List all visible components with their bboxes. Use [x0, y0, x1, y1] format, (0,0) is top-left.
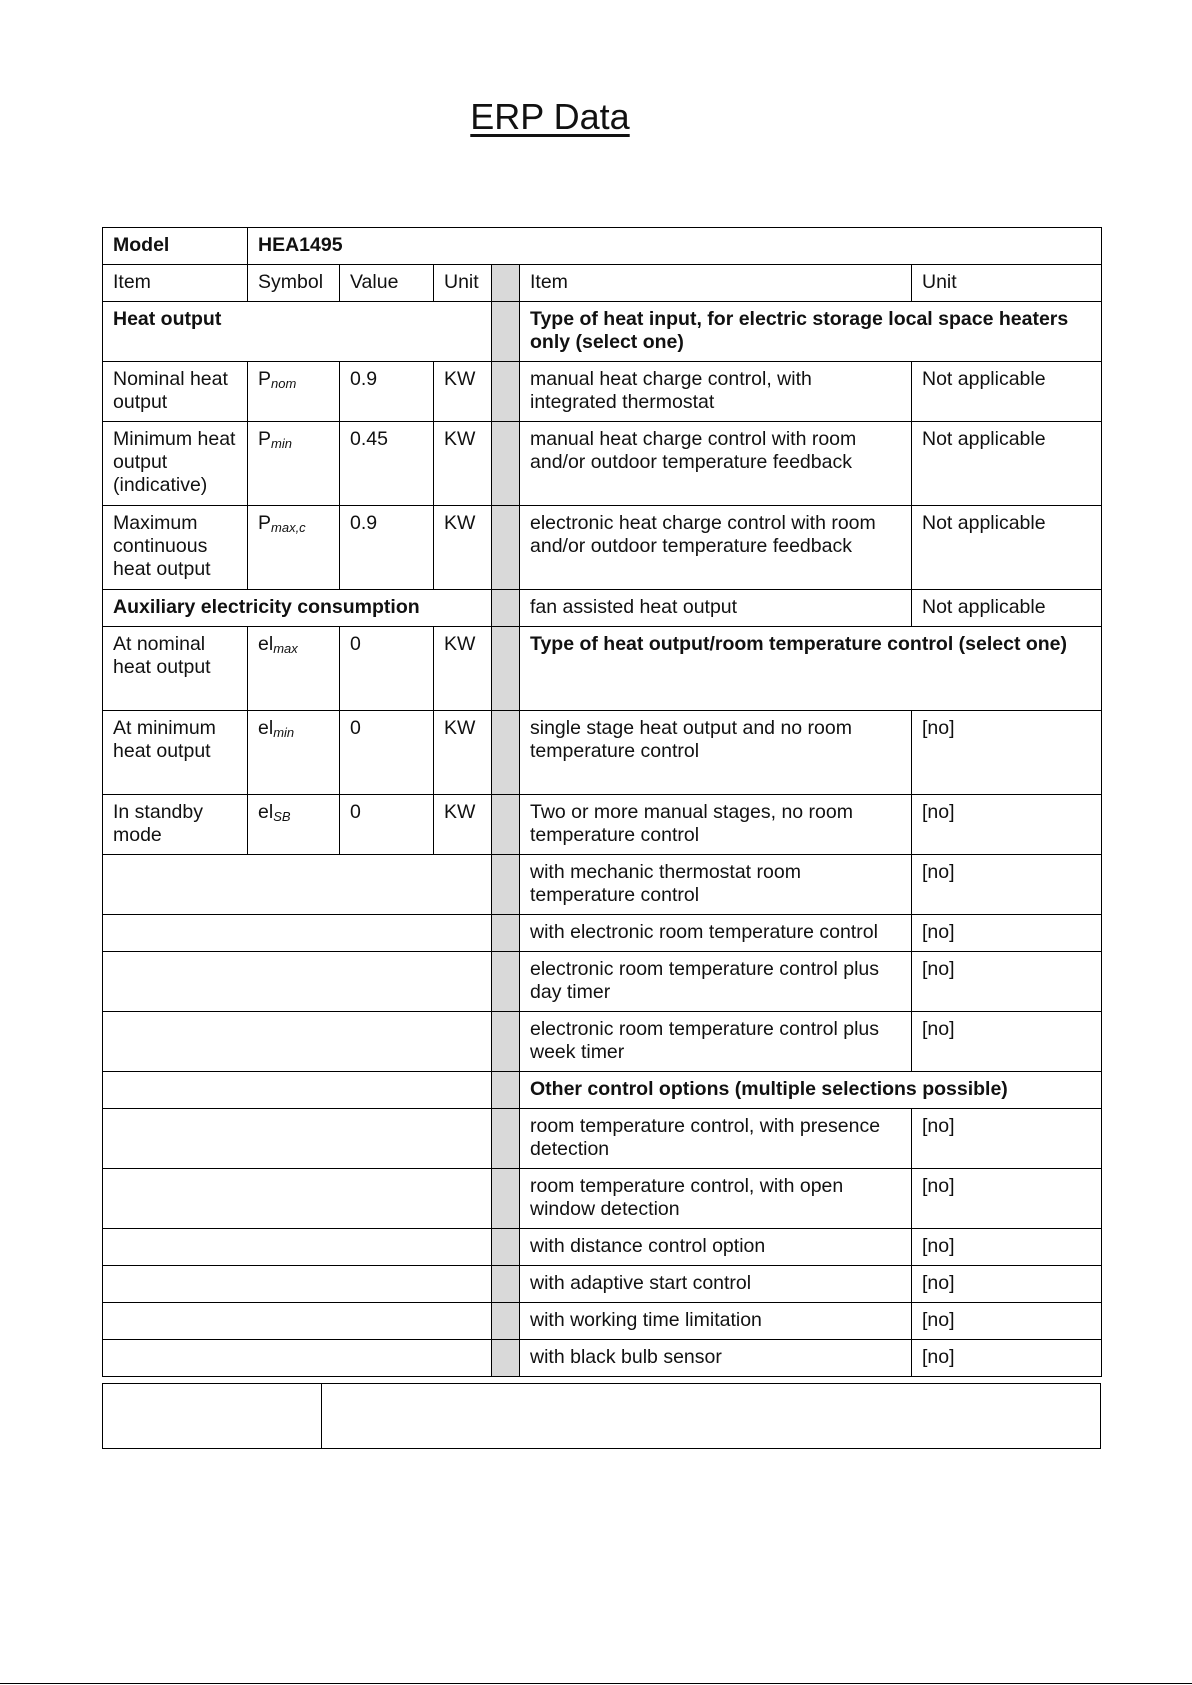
left-item: Minimum heat output (indicative): [103, 422, 248, 506]
left-value: 0.9: [340, 506, 434, 590]
empty-left-cell: [103, 855, 492, 915]
left-unit: KW: [434, 711, 492, 795]
table-row: [103, 362, 1102, 422]
empty-left-cell: [103, 1303, 492, 1340]
left-unit: KW: [434, 422, 492, 506]
left-item: At minimum heat output: [103, 711, 248, 795]
right-item: single stage heat output and no room temperature control: [520, 711, 912, 795]
left-symbol: $el_{min}$: [248, 711, 340, 795]
right-unit: Not applicable: [912, 422, 1102, 506]
right-item: with working time limitation: [520, 1303, 912, 1340]
empty-left-cell: [103, 952, 492, 1012]
table-row: [103, 1229, 1102, 1266]
spacer-cell: [492, 1340, 520, 1377]
right-item: electronic room temperature control plus day timer: [520, 952, 912, 1012]
table-row: [103, 1012, 1102, 1072]
right-item: with adaptive start control: [520, 1266, 912, 1303]
header-unit: Unit: [434, 265, 492, 302]
spacer-cell: [492, 590, 520, 627]
heat-input-heading: Type of heat input, for electric storage local space heaters only (select one): [520, 302, 1102, 362]
left-symbol: $el_{SB}$: [248, 795, 340, 855]
spacer-cell: [492, 1229, 520, 1266]
left-symbol: $P_{min}$: [248, 422, 340, 506]
header-value: Value: [340, 265, 434, 302]
table-row: [103, 506, 1102, 590]
right-unit: Not applicable: [912, 506, 1102, 590]
left-unit: KW: [434, 795, 492, 855]
empty-left-cell: [103, 1229, 492, 1266]
spacer-cell: [492, 711, 520, 795]
empty-left-cell: [103, 1012, 492, 1072]
table-row: [103, 711, 1102, 795]
right-unit: [no]: [912, 1169, 1102, 1229]
table-row: [103, 1169, 1102, 1229]
right-item: electronic room temperature control plus week timer: [520, 1012, 912, 1072]
spacer-cell: [492, 855, 520, 915]
model-row: [103, 228, 1102, 265]
spacer-cell: [492, 506, 520, 590]
right-unit: [no]: [912, 1303, 1102, 1340]
header-item: Item: [103, 265, 248, 302]
table-row: [103, 1340, 1102, 1377]
aux-heading: Auxiliary electricity consumption: [103, 590, 492, 627]
left-symbol: $P_{nom}$: [248, 362, 340, 422]
table-row: [103, 302, 1102, 362]
left-value: 0: [340, 795, 434, 855]
spacer-cell: [492, 1303, 520, 1340]
left-unit: KW: [434, 506, 492, 590]
spacer-cell: [492, 1072, 520, 1109]
page-bottom-line: [0, 1683, 1192, 1684]
spacer-cell: [492, 422, 520, 506]
left-value: 0.45: [340, 422, 434, 506]
footer-box: [102, 1383, 1101, 1449]
right-item: manual heat charge control, with integrated thermostat: [520, 362, 912, 422]
right-item: fan assisted heat output: [520, 590, 912, 627]
left-item: In standby mode: [103, 795, 248, 855]
right-unit: [no]: [912, 1229, 1102, 1266]
empty-left-cell: [103, 1169, 492, 1229]
right-item: manual heat charge control with room and/or outdoor temperature feedback: [520, 422, 912, 506]
empty-left-cell: [103, 1340, 492, 1377]
left-unit: KW: [434, 627, 492, 711]
right-item: with distance control option: [520, 1229, 912, 1266]
left-item: Maximum continuous heat output: [103, 506, 248, 590]
table-row: [103, 1303, 1102, 1340]
spacer-cell: [492, 1012, 520, 1072]
table-row: [103, 627, 1102, 711]
spacer-cell: [492, 1169, 520, 1229]
spacer-cell: [492, 1109, 520, 1169]
table-row: [103, 915, 1102, 952]
spacer-cell: [492, 1266, 520, 1303]
right-item: electronic heat charge control with room and/or outdoor temperature feedback: [520, 506, 912, 590]
spacer-cell: [492, 362, 520, 422]
heat-output-heading: Heat output: [103, 302, 492, 362]
right-item: with mechanic thermostat room temperature control: [520, 855, 912, 915]
spacer-cell: [492, 952, 520, 1012]
right-unit: [no]: [912, 952, 1102, 1012]
left-value: 0: [340, 627, 434, 711]
table-row: [103, 1072, 1102, 1109]
right-unit: [no]: [912, 1109, 1102, 1169]
table-row: [103, 1266, 1102, 1303]
right-unit: Not applicable: [912, 590, 1102, 627]
header-item-right: Item: [520, 265, 912, 302]
table-row: [103, 855, 1102, 915]
header-symbol: Symbol: [248, 265, 340, 302]
left-value: 0: [340, 711, 434, 795]
right-unit: [no]: [912, 1266, 1102, 1303]
right-unit: [no]: [912, 915, 1102, 952]
right-unit: [no]: [912, 795, 1102, 855]
room-control-heading: Type of heat output/room temperature control (select one): [520, 627, 1102, 711]
spacer-cell: [492, 795, 520, 855]
right-unit: Not applicable: [912, 362, 1102, 422]
table-row: [103, 952, 1102, 1012]
table-row: [103, 590, 1102, 627]
spacer-cell: [492, 265, 520, 302]
right-unit: [no]: [912, 1012, 1102, 1072]
empty-left-cell: [103, 1109, 492, 1169]
right-item: with electronic room temperature control: [520, 915, 912, 952]
left-item: At nominal heat output: [103, 627, 248, 711]
left-symbol: $el_{max}$: [248, 627, 340, 711]
table-row: [103, 795, 1102, 855]
right-item: Two or more manual stages, no room temperature control: [520, 795, 912, 855]
left-unit: KW: [434, 362, 492, 422]
spacer-cell: [492, 915, 520, 952]
right-item: room temperature control, with presence detection: [520, 1109, 912, 1169]
other-options-heading: Other control options (multiple selections possible): [520, 1072, 1102, 1109]
right-unit: [no]: [912, 711, 1102, 795]
left-symbol: $P_{max,c}$: [248, 506, 340, 590]
right-unit: [no]: [912, 1340, 1102, 1377]
table-row: [103, 422, 1102, 506]
header-unit-right: Unit: [912, 265, 1102, 302]
empty-left-cell: [103, 915, 492, 952]
right-item: with black bulb sensor: [520, 1340, 912, 1377]
spacer-cell: [492, 627, 520, 711]
footer-divider: [321, 1384, 322, 1448]
table-row: [103, 1109, 1102, 1169]
left-value: 0.9: [340, 362, 434, 422]
header-row: [103, 265, 1102, 302]
left-item: Nominal heat output: [103, 362, 248, 422]
right-item: room temperature control, with open window detection: [520, 1169, 912, 1229]
spacer-cell: [492, 302, 520, 362]
page-title: ERP Data: [470, 96, 630, 137]
model-value: HEA1495: [248, 228, 1102, 265]
empty-left-cell: [103, 1266, 492, 1303]
empty-left-cell: [103, 1072, 492, 1109]
right-unit: [no]: [912, 855, 1102, 915]
erp-data-table: [102, 227, 1102, 1377]
model-label: Model: [103, 228, 248, 265]
